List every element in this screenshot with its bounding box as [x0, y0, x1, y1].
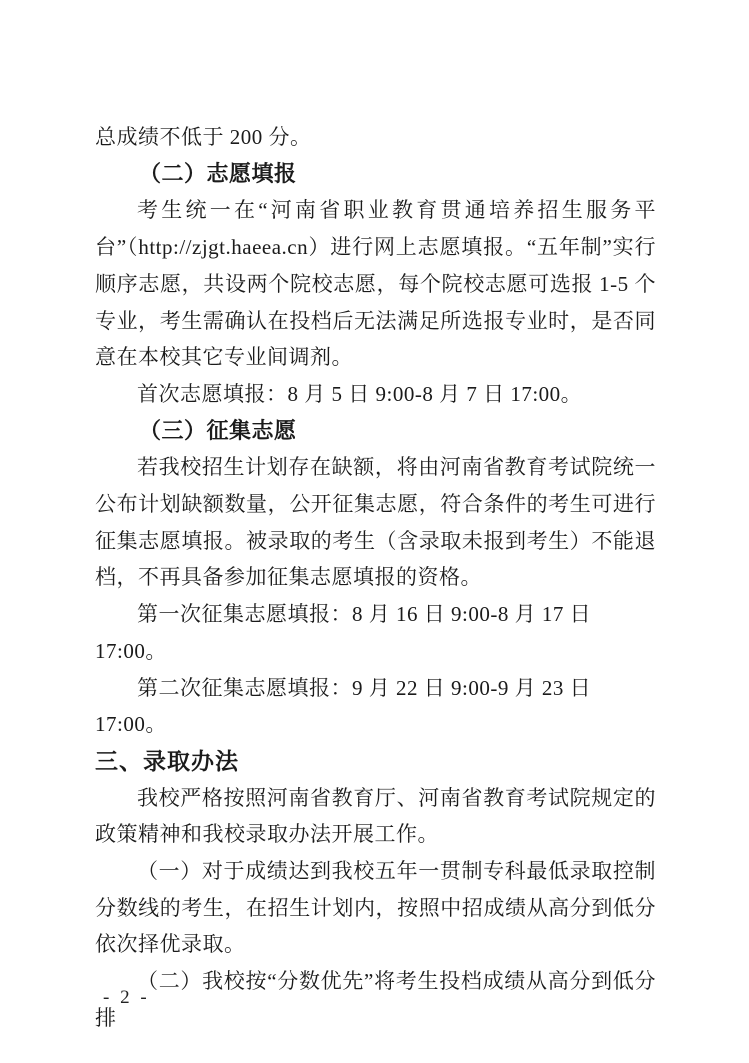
section-heading-admission-method: 三、录取办法: [95, 747, 239, 774]
paragraph-admission-policy: 我校严格按照河南省教育厅、河南省教育考试院规定的政策精神和我校录取办法开展工作。: [95, 785, 656, 847]
paragraph-admission-rule-1: （一）对于成绩达到我校五年一贯制专科最低录取控制分数线的考生，在招生计划内，按照中招成绩从高分到低分依次择优录取。: [95, 859, 656, 957]
sub-heading-collect-volunteer: （三）征集志愿: [139, 417, 297, 443]
sub-heading-volunteer-filing: （二）志愿填报: [139, 160, 297, 186]
paragraph-second-collect-date: 第二次征集志愿填报：9 月 22 日 9:00-9 月 23 日 17:00。: [95, 675, 592, 737]
paragraph-collect-volunteer: 若我校招生计划存在缺额，将由河南省教育考试院统一公布计划缺额数量，公开征集志愿，符合条件的考生可进行征集志愿填报。被录取的考生（含录取未报到考生）不能退档，不再具备参加征集志愿填报的资格。: [95, 455, 656, 590]
paragraph-volunteer-filing: 考生统一在“河南省职业教育贯通培养招生服务平台”（http://zjgt.haeea.cn）进行网上志愿填报。“五年制”实行顺序志愿，共设两个院校志愿，每个院校志愿可选报 1-5 个专业，考生需确认在投档后无法满足所选报专业时，是否同意在本校其它专业间调剂。: [95, 198, 656, 370]
paragraph-continuation: 总成绩不低于 200 分。: [95, 125, 312, 149]
document-body: [95, 119, 656, 1037]
paragraph-admission-rule-2: （二）我校按“分数优先”将考生投档成绩从高分到低分排: [95, 969, 656, 1030]
paragraph-first-collect-date: 第一次征集志愿填报：8 月 16 日 9:00-8 月 17 日 17:00。: [95, 602, 592, 663]
page-number: - 2 -: [103, 987, 150, 1008]
paragraph-first-filing-date: 首次志愿填报：8 月 5 日 9:00-8 月 7 日 17:00。: [137, 381, 583, 406]
